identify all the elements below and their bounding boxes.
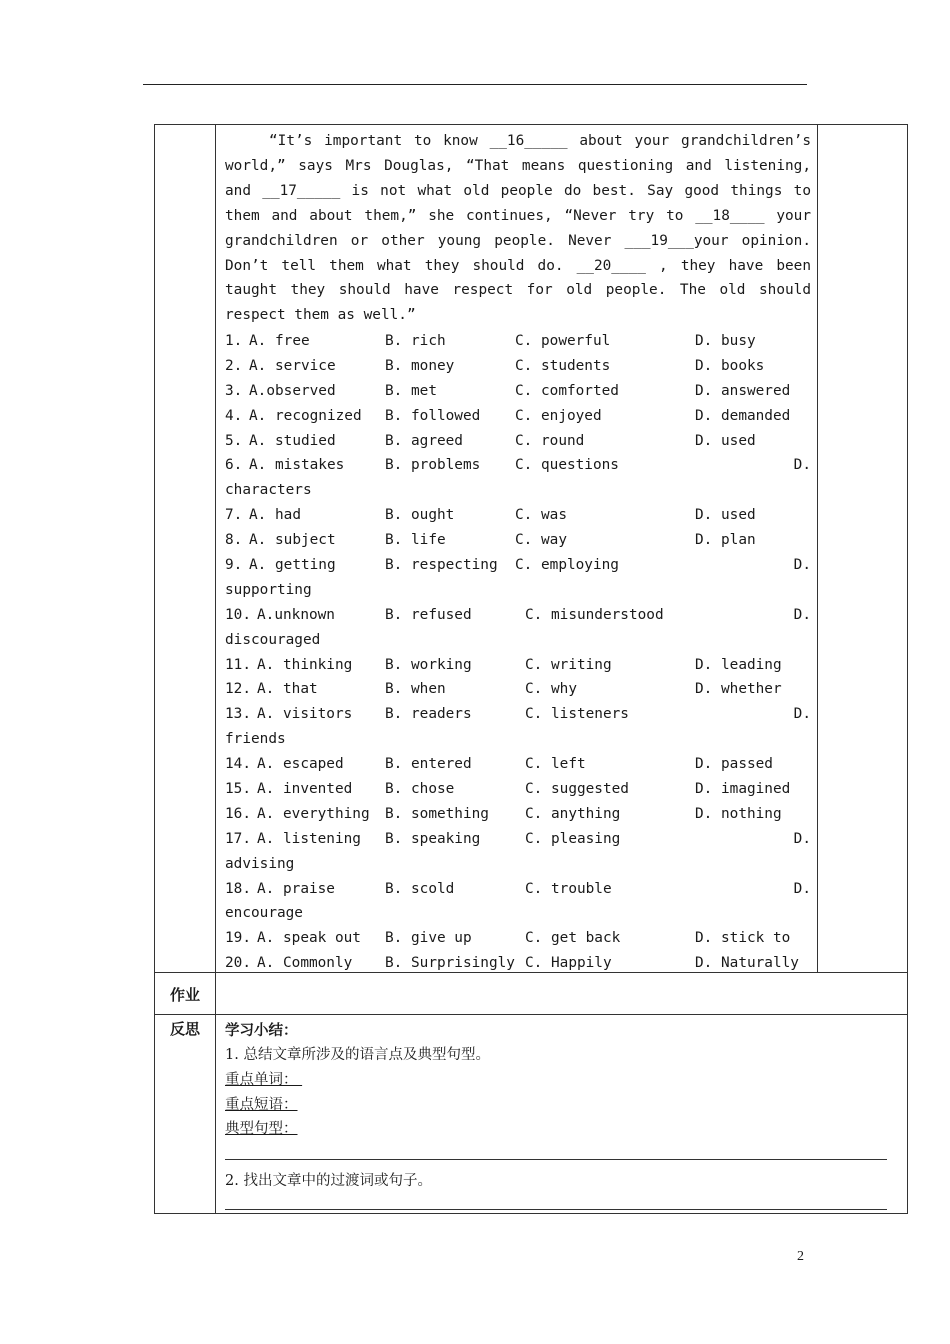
question-row — [225, 777, 811, 802]
option-d: D. books — [695, 357, 765, 374]
key-phrases-line — [225, 1093, 298, 1114]
option-wrap-row — [225, 852, 811, 877]
question-row — [225, 553, 811, 578]
option-d: D. — [793, 557, 811, 574]
option-d: D. demanded — [695, 407, 791, 424]
option-a: A. escaped — [257, 756, 344, 773]
option-wrap-row — [225, 727, 811, 752]
question-row — [225, 453, 811, 478]
question-number: 19. — [225, 930, 251, 947]
question-number: 5. — [225, 432, 243, 449]
option-c: C. employing — [515, 557, 619, 574]
option-d: D. — [793, 830, 811, 847]
option-c: C. students — [515, 357, 611, 374]
question-row — [225, 528, 811, 553]
option-c: C. comforted — [515, 382, 619, 399]
question-row — [225, 603, 811, 628]
key-words-blank — [298, 1072, 398, 1088]
homework-label: 作业 — [169, 986, 200, 1004]
key-phrases-label: 重点短语： — [225, 1097, 298, 1113]
options-list — [225, 329, 811, 976]
option-a: A. service — [249, 357, 336, 374]
header-rule — [143, 84, 807, 85]
option-a: A. subject — [249, 532, 336, 549]
option-a: A. Commonly — [257, 955, 353, 972]
question-row — [225, 404, 811, 429]
option-b: B. readers — [385, 706, 472, 723]
option-d: D. busy — [695, 333, 756, 349]
reflection-label: 反思 — [169, 1020, 200, 1038]
option-d: D. stick to — [695, 930, 791, 947]
key-sentences-line — [225, 1117, 298, 1138]
option-c: C. get back — [525, 930, 621, 947]
question-number: 11. — [225, 656, 251, 673]
question-row — [225, 354, 811, 379]
option-b: B. refused — [385, 606, 472, 623]
question-row — [225, 429, 811, 454]
summary-item-2: 2. 找出文章中的过渡词或句子。 — [225, 1173, 432, 1189]
option-c: C. Happily — [525, 955, 612, 972]
option-a: A. getting — [249, 557, 336, 574]
option-b: B. something — [385, 805, 489, 822]
option-b: B. entered — [385, 756, 472, 773]
question-row — [225, 827, 811, 852]
option-wrap-row — [225, 478, 811, 503]
option-c: C. powerful — [515, 333, 611, 349]
option-d: D. passed — [695, 756, 773, 773]
option-a: A. invented — [257, 781, 353, 798]
option-d: D. nothing — [695, 805, 782, 822]
option-b: B. Surprisingly — [385, 955, 515, 972]
option-a: A. listening — [257, 830, 361, 847]
column-divider-right — [817, 125, 818, 972]
option-a: A.observed — [249, 382, 336, 399]
question-number: 15. — [225, 781, 251, 798]
question-number: 4. — [225, 407, 243, 424]
option-c: C. way — [515, 532, 567, 549]
question-number: 7. — [225, 507, 243, 524]
question-row — [225, 653, 811, 678]
option-c: C. pleasing — [525, 830, 621, 847]
option-c: C. questions — [515, 457, 619, 474]
key-words-line — [225, 1068, 398, 1089]
summary-heading: 学习小结： — [225, 1023, 298, 1039]
option-d-wrapped: advising — [225, 855, 295, 872]
option-c: C. anything — [525, 805, 621, 822]
option-a: A. visitors — [257, 706, 353, 723]
option-b: B. scold — [385, 880, 455, 897]
question-row — [225, 379, 811, 404]
option-d: D. answered — [695, 382, 791, 399]
question-number: 14. — [225, 756, 251, 773]
option-a: A. thinking — [257, 656, 353, 673]
option-c: C. left — [525, 756, 586, 773]
question-number: 2. — [225, 357, 243, 374]
option-wrap-row — [225, 578, 811, 603]
option-wrap-row — [225, 901, 811, 926]
question-row — [225, 802, 811, 827]
key-sentences-label: 典型句型： — [225, 1121, 298, 1137]
question-number: 20. — [225, 955, 251, 972]
question-number: 13. — [225, 706, 251, 723]
option-b: B. chose — [385, 781, 455, 798]
cloze-passage — [225, 129, 811, 328]
option-d-wrapped: supporting — [225, 581, 312, 598]
option-d-wrapped: discouraged — [225, 631, 321, 648]
row-divider-reflection — [155, 1014, 907, 1015]
option-a: A. speak out — [257, 930, 361, 947]
question-row — [225, 752, 811, 777]
question-number: 9. — [225, 557, 243, 574]
option-c: C. was — [515, 507, 567, 524]
question-number: 18. — [225, 880, 251, 897]
question-number: 3. — [225, 382, 243, 399]
option-a: A. free — [249, 333, 310, 349]
question-number: 8. — [225, 532, 243, 549]
page-number: 2 — [797, 1249, 804, 1264]
option-b: B. working — [385, 656, 472, 673]
option-b: B. speaking — [385, 830, 481, 847]
question-number: 16. — [225, 805, 251, 822]
option-d-wrapped: encourage — [225, 905, 303, 922]
column-divider-left — [215, 125, 216, 1213]
option-d: D. imagined — [695, 781, 791, 798]
question-number: 1. — [225, 333, 243, 349]
option-b: B. followed — [385, 407, 481, 424]
option-c: C. writing — [525, 656, 612, 673]
option-d: D. — [793, 880, 811, 897]
option-d: D. used — [695, 507, 756, 524]
option-b: B. ought — [385, 507, 455, 524]
key-words-label: 重点单词： — [225, 1072, 298, 1088]
option-c: C. suggested — [525, 781, 629, 798]
option-a: A. had — [249, 507, 301, 524]
option-b: B. life — [385, 532, 446, 549]
answer-rule-1 — [225, 1159, 887, 1160]
option-d: D. leading — [695, 656, 782, 673]
option-a: A. praise — [257, 880, 335, 897]
option-d-wrapped: characters — [225, 482, 312, 499]
option-a: A. recognized — [249, 407, 362, 424]
option-a: A. mistakes — [249, 457, 345, 474]
worksheet-table — [154, 124, 908, 1214]
option-b: B. respecting — [385, 557, 498, 574]
question-number: 12. — [225, 681, 251, 698]
passage-text: “It’s important to know __16_____ about your grandchildren’s world,” says Mrs Douglas, “That means questioning and listening, and __17_____ is not what old people do best. Say good things to them and about them,” she continues, “Never try to __18____ your grandchildren or other young people. Never ___19___your opinion. Don’t tell them what they should do. __20____ , they have been taught they should have respect for old people. The old should respect them as well.” — [225, 133, 811, 324]
option-d: D. used — [695, 432, 756, 449]
question-row — [225, 877, 811, 902]
question-number: 10. — [225, 606, 251, 623]
question-row — [225, 677, 811, 702]
option-c: C. why — [525, 681, 577, 698]
option-b: B. met — [385, 382, 437, 399]
answer-rule-2 — [225, 1209, 887, 1210]
option-c: C. round — [515, 432, 585, 449]
option-d: D. — [793, 706, 811, 723]
option-d: D. — [793, 457, 811, 474]
option-c: C. trouble — [525, 880, 612, 897]
option-b: B. when — [385, 681, 446, 698]
option-b: B. problems — [385, 457, 481, 474]
question-number: 17. — [225, 830, 251, 847]
option-a: A. studied — [249, 432, 336, 449]
question-row — [225, 329, 811, 354]
option-b: B. give up — [385, 930, 472, 947]
question-row — [225, 926, 811, 951]
question-row — [225, 503, 811, 528]
option-b: B. agreed — [385, 432, 463, 449]
option-a: A.unknown — [257, 606, 335, 623]
option-c: C. enjoyed — [515, 407, 602, 424]
option-d: D. Naturally — [695, 955, 799, 972]
option-b: B. money — [385, 357, 455, 374]
option-a: A. that — [257, 681, 318, 698]
question-row — [225, 951, 811, 976]
question-row — [225, 702, 811, 727]
option-b: B. rich — [385, 333, 446, 349]
summary-item-1: 1. 总结文章所涉及的语言点及典型句型。 — [225, 1047, 490, 1063]
option-d-wrapped: friends — [225, 731, 286, 748]
question-number: 6. — [225, 457, 243, 474]
option-d: D. — [793, 606, 811, 623]
option-d: D. whether — [695, 681, 782, 698]
option-d: D. plan — [695, 532, 756, 549]
option-c: C. misunderstood — [525, 606, 664, 623]
option-a: A. everything — [257, 805, 370, 822]
option-wrap-row — [225, 628, 811, 653]
option-c: C. listeners — [525, 706, 629, 723]
